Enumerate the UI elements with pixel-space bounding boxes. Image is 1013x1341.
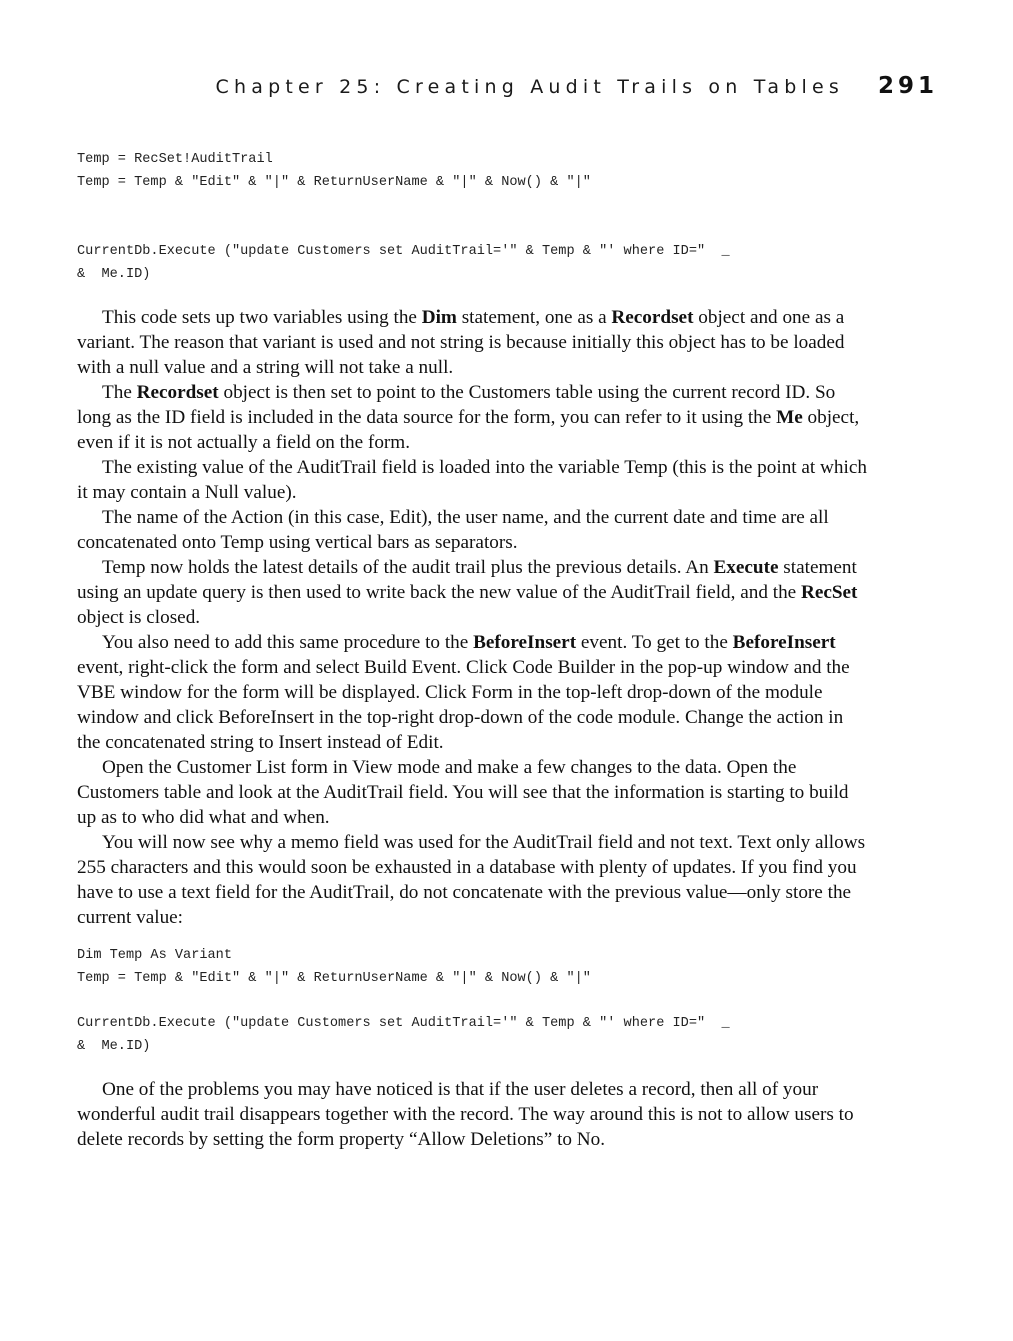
code-line: Temp = RecSet!AuditTrail	[77, 152, 273, 167]
bold-term: BeforeInsert	[473, 632, 577, 653]
bold-term: Execute	[713, 557, 779, 578]
code-line: CurrentDb.Execute ("update Customers set AuditTrail='" & Temp & "' where ID=" _	[77, 1016, 730, 1031]
chapter-title: Chapter 25: Creating Audit Trails on Tables	[215, 76, 844, 98]
code-block	[77, 148, 867, 286]
page-body	[77, 148, 867, 1152]
code-line: & Me.ID)	[77, 1039, 151, 1054]
code-block	[77, 944, 867, 1058]
bold-term: Recordset	[611, 307, 694, 328]
code-spacer	[77, 194, 867, 240]
paragraph: You will now see why a memo field was used for the AuditTrail field and not text. Text only allows 255 characters and this would soon be exhausted in a database with plenty of updates. If you find you have to use a text field for the AuditTrail, do not concatenate with the previous value—only store the current value:	[77, 832, 866, 928]
paragraph: Open the Customer List form in View mode and make a few changes to the data. Open the Customers table and look at the AuditTrail field. You will see that the information is starting to build up as to who did what and when.	[77, 757, 849, 828]
paragraph: The existing value of the AuditTrail field is loaded into the variable Temp (this is the point at which it may contain a Null value).	[77, 457, 867, 503]
code-line: Dim Temp As Variant	[77, 948, 232, 963]
bold-term: Me	[776, 407, 803, 428]
running-header	[216, 73, 938, 99]
paragraph: The name of the Action (in this case, Edit), the user name, and the current date and time are all concatenated onto Temp using vertical bars as separators.	[77, 507, 829, 553]
code-line: Temp = Temp & "Edit" & "|" & ReturnUserName & "|" & Now() & "|"	[77, 971, 591, 986]
bold-term: Dim	[421, 307, 457, 328]
code-line: & Me.ID)	[77, 267, 151, 282]
paragraph: Temp now holds the latest details of the audit trail plus the previous details. An Execute statement using an update query is then used to write back the new value of the AuditTrail field, and the RecSet object is closed.	[77, 557, 858, 628]
code-line: Temp = Temp & "Edit" & "|" & ReturnUserName & "|" & Now() & "|"	[77, 175, 591, 190]
code-line: CurrentDb.Execute ("update Customers set AuditTrail='" & Temp & "' where ID=" _	[77, 244, 730, 259]
code-spacer	[77, 990, 867, 1012]
bold-term: RecSet	[800, 582, 858, 603]
page-number: 291	[877, 73, 938, 99]
paragraph: One of the problems you may have noticed is that if the user deletes a record, then all of your wonderful audit trail disappears together with the record. The way around this is not to allow users to delete records by setting the form property “Allow Deletions” to No.	[77, 1079, 854, 1150]
paragraph: The Recordset object is then set to point to the Customers table using the current record ID. So long as the ID field is included in the data source for the form, you can refer to it using the Me object, even if it is not actually a field on the form.	[77, 382, 860, 453]
paragraph: This code sets up two variables using the Dim statement, one as a Recordset object and one as a variant. The reason that variant is used and not string is because initially this object has to be loaded with a null value and a string will not take a null.	[77, 307, 845, 378]
bold-term: BeforeInsert	[732, 632, 836, 653]
paragraph: You also need to add this same procedure to the BeforeInsert event. To get to the BeforeInsert event, right-click the form and select Build Event. Click Code Builder in the pop-up window and the VBE window for the form will be displayed. Click Form in the top-left drop-down of the module window and click BeforeInsert in the top-right drop-down of the code module. Change the action in the concatenated string to Insert instead of Edit.	[77, 632, 850, 753]
bold-term: Recordset	[136, 382, 219, 403]
